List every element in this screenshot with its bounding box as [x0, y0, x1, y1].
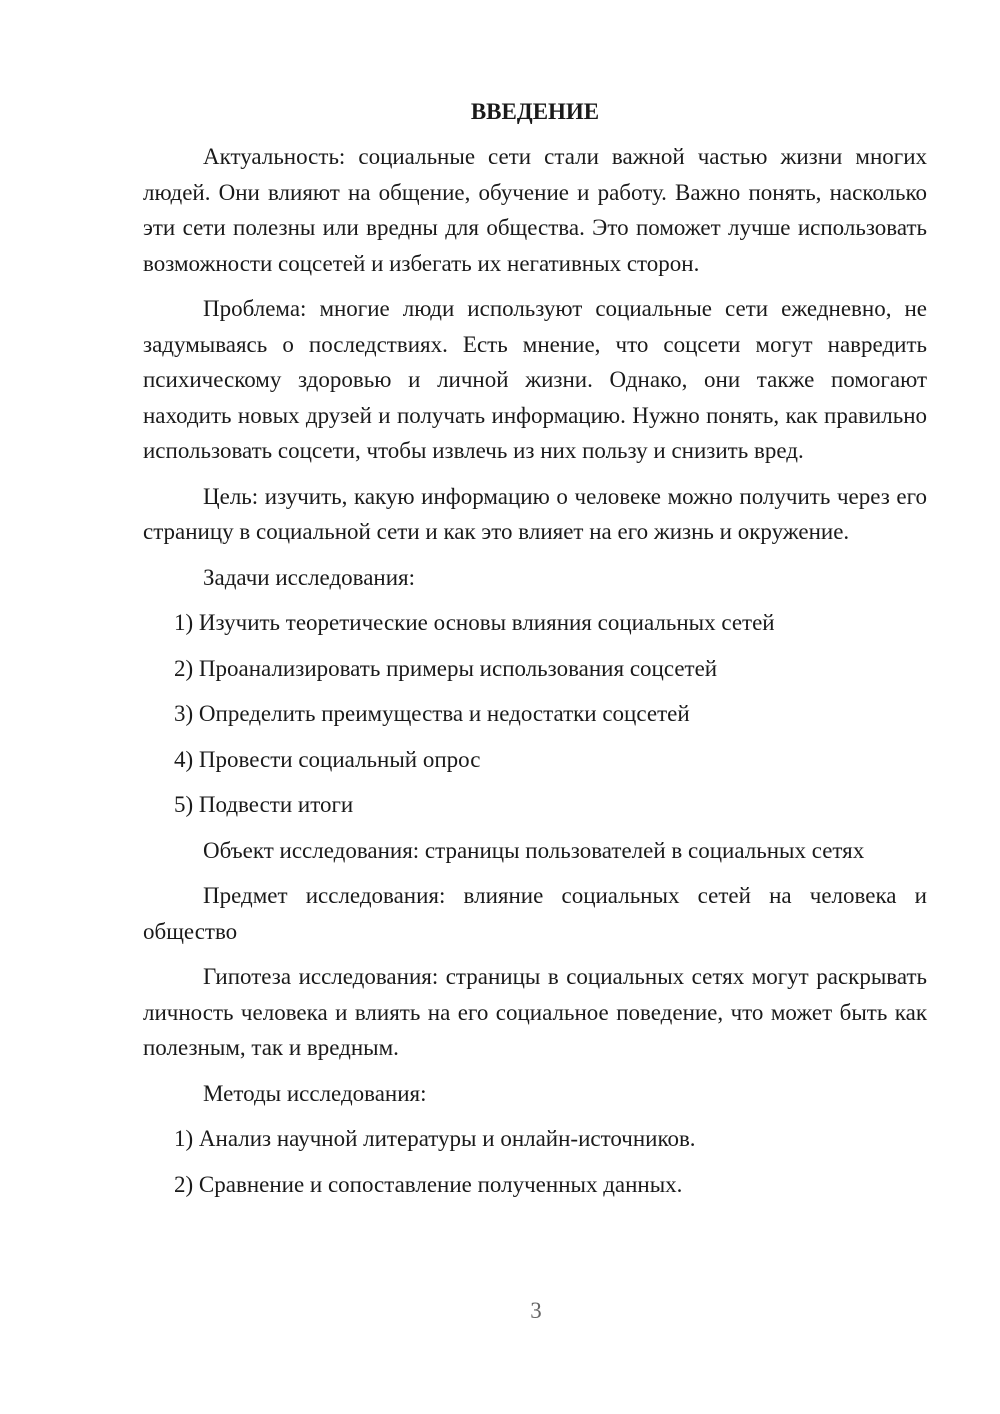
subject-paragraph: Предмет исследования: влияние социальных сетей на человека и общество — [143, 883, 927, 944]
hypothesis-paragraph: Гипотеза исследования: страницы в социальных сетях могут раскрывать личность человека и влиять на его социальное поведение, что может быть как полезным, так и вредным. — [143, 964, 927, 1060]
method-item-1: 1) Анализ научной литературы и онлайн-источников. — [174, 1126, 696, 1151]
method-item-2: 2) Сравнение и сопоставление полученных данных. — [174, 1171, 683, 1197]
task-item-4: 4) Провести социальный опрос — [174, 746, 481, 772]
task-item-5: 5) Подвести итоги — [174, 792, 354, 817]
tasks-label: Задачи исследования: — [203, 564, 416, 590]
relevance-paragraph: Актуальность: социальные сети стали важной частью жизни многих людей. Они влияют на общение, обучение и работу. Важно понять, насколько эти сети полезны или вредны для общества. Это поможет лучше использовать возможности соцсетей и избегать их негативных сторон. — [143, 144, 927, 276]
task-item-3: 3) Определить преимущества и недостатки соцсетей — [174, 701, 690, 726]
methods-label: Методы исследования: — [203, 1080, 427, 1106]
task-item-1: 1) Изучить теоретические основы влияния социальных сетей — [174, 610, 775, 635]
problem-paragraph: Проблема: многие люди используют социальные сети ежедневно, не задумываясь о последствиях. Есть мнение, что соцсети могут навредить психическому здоровью и личной жизни. Однако, они также помогают находить новых друзей и получать информацию. Нужно понять, как правильно использовать соцсети, чтобы извлечь из них пользу и снизить вред. — [143, 296, 927, 463]
goal-paragraph: Цель: изучить, какую информацию о человеке можно получить через его страницу в социальной сети и как это влияет на его жизнь и окружение. — [143, 483, 927, 544]
object-paragraph: Объект исследования: страницы пользователей в социальных сетях — [203, 837, 865, 863]
section-title: ВВЕДЕНИЕ — [470, 99, 600, 124]
methods-list — [143, 1121, 927, 1202]
task-item-2: 2) Проанализировать примеры использования соцсетей — [174, 655, 718, 681]
page-number: 3 — [530, 1298, 542, 1323]
tasks-list — [143, 605, 927, 823]
document-body — [143, 94, 927, 1212]
